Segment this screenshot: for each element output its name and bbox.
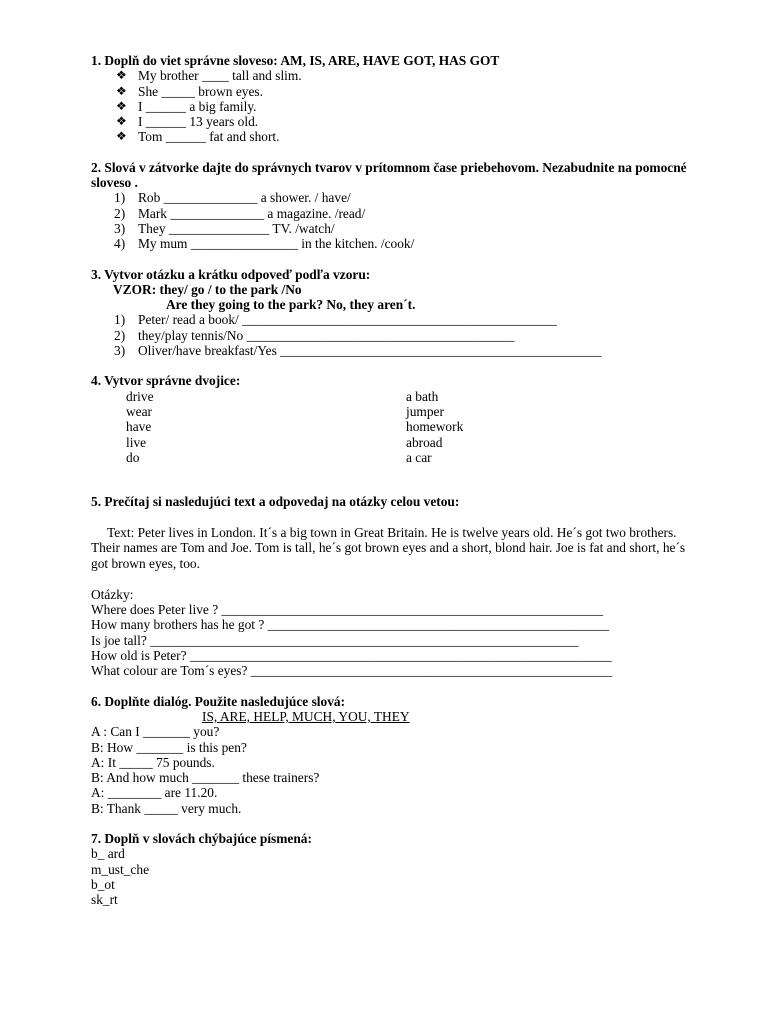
dialog-line: B: And how much _______ these trainers? [91, 770, 320, 786]
bullet-icon: ❖ [116, 114, 127, 129]
list-item: do [126, 449, 140, 465]
example-prompt: VZOR: they/ go / to the park /No [113, 281, 302, 297]
list-item: live [126, 434, 147, 450]
section-2 [91, 160, 691, 252]
section-1-title: 1. Doplň do viet správne sloveso: AM, IS, ARE, HAVE GOT, HAS GOT [91, 53, 500, 68]
pairs-table [91, 389, 691, 465]
bullet-icon: ❖ [116, 129, 127, 144]
worksheet [91, 53, 691, 907]
bullet-icon: ❖ [116, 83, 127, 98]
list-item: jumper [406, 403, 444, 419]
list-item: ❖ My brother ____ tall and slim. [116, 68, 302, 84]
list-item: homework [406, 419, 464, 435]
section-7 [91, 831, 691, 907]
section-6-title: 6. Doplňte dialóg. Použite nasledujúce slová: [91, 693, 346, 709]
list-item: b_ ard [91, 846, 125, 862]
right-column [406, 389, 463, 465]
list-item: drive [126, 388, 154, 404]
question-line: What colour are Tom´s eyes? ______________________________________________________ [91, 663, 613, 679]
dialog-line: B: How _______ is this pen? [91, 739, 247, 755]
list-item: a bath [406, 388, 439, 404]
left-column [126, 389, 154, 465]
dialog-line: A: It _____ 75 pounds. [91, 754, 215, 770]
example-answer: Are they going to the park? No, they aren´t. [166, 297, 416, 313]
question-line: How many brothers has he got ? ___________________________________________________ [91, 617, 610, 633]
section-7-title: 7. Doplň v slovách chýbajúce písmená: [91, 830, 312, 846]
list-item: ❖ Tom ______ fat and short. [116, 129, 280, 145]
section-3-title: 3. Vytvor otázku a krátku odpoveď podľa vzoru: [91, 266, 371, 282]
list-item: 2) Mark ______________ a magazine. /read/ [114, 205, 366, 221]
section-4 [91, 373, 691, 464]
list-item: 1) Rob ______________ a shower. / have/ [114, 190, 351, 206]
list-item: wear [126, 403, 153, 419]
section-3 [91, 267, 691, 359]
dialog-line: B: Thank _____ very much. [91, 800, 242, 816]
section-4-title: 4. Vytvor správne dvojice: [91, 373, 241, 389]
section-2-title: 2. Slová v zátvorke dajte do správnych tvarov v prítomnom čase priebehovom. Nezabudnite na pomocné sloveso . [91, 159, 687, 191]
bullet-icon: ❖ [116, 98, 127, 113]
list-item: have [126, 419, 152, 435]
word-bank: IS, ARE, HELP, MUCH, YOU, THEY [202, 708, 410, 724]
list-item: b_ot [91, 876, 115, 892]
bullet-icon: ❖ [116, 68, 127, 83]
section-5-title: 5. Prečítaj si nasledujúci text a odpovedaj na otázky celou vetou: [91, 493, 460, 509]
reading-text: Text: Peter lives in London. It´s a big town in Great Britain. He is twelve years old. He´s got two brothers. Their names are Tom and Joe. Tom is tall, he´s got brown eyes and a short, blond hair. Joe is fat and short, he´s got brown eyes, too. [91, 524, 686, 571]
question-line: Where does Peter live ? _________________________________________________________ [91, 602, 604, 618]
list-item: sk_rt [91, 892, 118, 908]
list-item: m_ust_che [91, 861, 150, 877]
dialog-line: A : Can I _______ you? [91, 724, 220, 740]
list-item: 3) Oliver/have breakfast/Yes ________________________________________________ [114, 343, 602, 359]
list-item: ❖ I ______ 13 years old. [116, 114, 259, 130]
list-item: 2) they/play tennis/No ________________________________________ [114, 327, 515, 343]
list-item: 4) My mum ________________ in the kitchen. /cook/ [114, 236, 415, 252]
dialog-line: A: ________ are 11.20. [91, 785, 218, 801]
list-item: abroad [406, 434, 443, 450]
list-item: 1) Peter/ read a book/ _______________________________________________ [114, 312, 557, 328]
list-item: ❖ She _____ brown eyes. [116, 83, 263, 99]
question-line: Is joe tall? ________________________________________________________________ [91, 632, 579, 648]
list-item: a car [406, 449, 432, 465]
questions-label: Otázky: [91, 586, 134, 602]
section-6 [91, 694, 691, 816]
section-5 [91, 494, 691, 679]
list-item: ❖ I ______ a big family. [116, 98, 257, 114]
question-line: How old is Peter? _______________________________________________________________ [91, 648, 612, 664]
section-1 [91, 53, 691, 145]
list-item: 3) They _______________ TV. /watch/ [114, 220, 335, 236]
